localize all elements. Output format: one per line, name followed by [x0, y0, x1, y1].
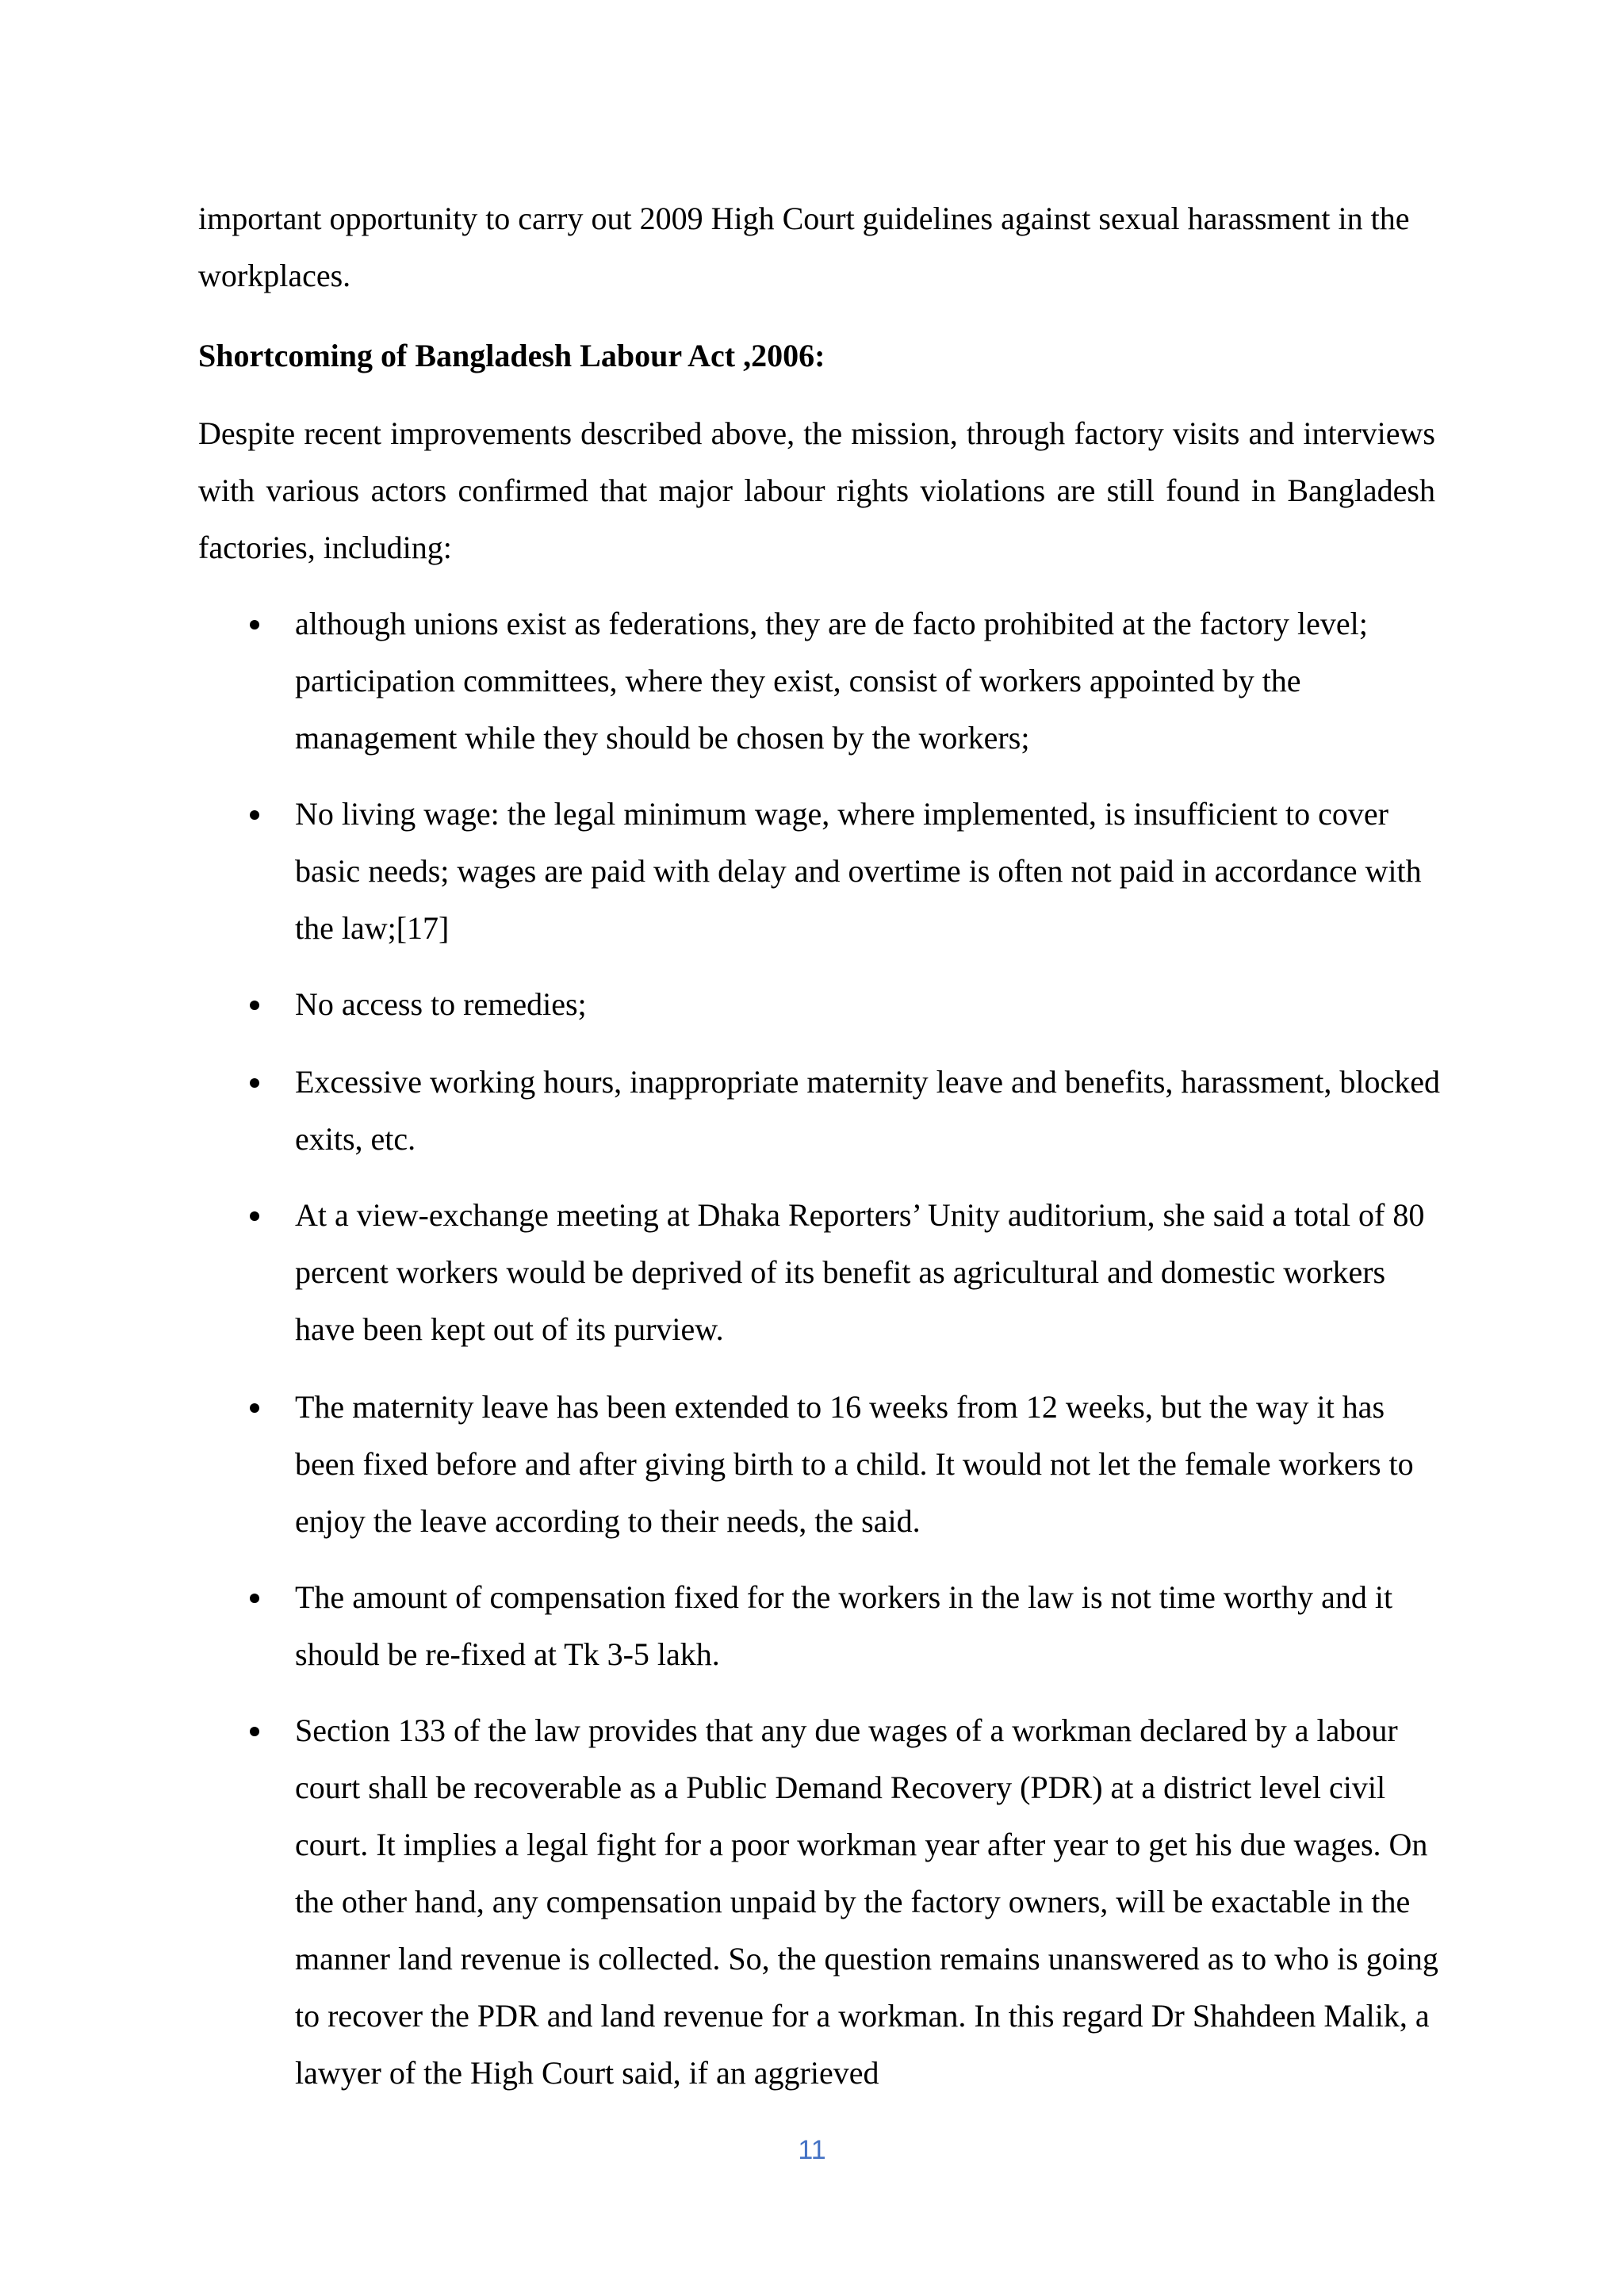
- bullet-icon: [250, 1001, 259, 1010]
- list-item-text: Excessive working hours, inappropriate maternity leave and benefits, harassment, blocked exits, etc.: [295, 1064, 1440, 1157]
- bullet-icon: [250, 1727, 259, 1736]
- list-item: [295, 976, 1445, 1033]
- page-number: 11: [798, 2135, 826, 2165]
- section-heading: Shortcoming of Bangladesh Labour Act ,2006:: [198, 338, 825, 373]
- list-item-text: Section 133 of the law provides that any due wages of a workman declared by a labour court shall be recoverable as a Public Demand Recovery (PDR) at a district level civil court. It implies a legal fight for a poor workman year after year to get his due wages. On the other hand, any compensation unpaid by the factory owners, will be exactable in the manner land revenue is collected. So, the question remains unanswered as to who is going to recover the PDR and land revenue for a workman. In this regard Dr Shahdeen Malik, a lawyer of the High Court said, if an aggrieved: [295, 1712, 1438, 2091]
- list-item-text: No living wage: the legal minimum wage, where implemented, is insufficient to cover basic needs; wages are paid with delay and overtime is often not paid in accordance with the law;[17]: [295, 796, 1422, 946]
- list-item: [295, 786, 1445, 957]
- bullet-icon: [250, 620, 259, 629]
- intro-paragraph: Despite recent improvements described above, the mission, through factory visits and interviews with various actors confirmed that major labour rights violations are still found in Bangladesh factories, including:: [198, 415, 1435, 565]
- list-item: [295, 1187, 1445, 1358]
- list-item-text: No access to remedies;: [295, 986, 587, 1022]
- list-item: [295, 1702, 1445, 2102]
- bullet-icon: [250, 1403, 259, 1413]
- list-item-text: although unions exist as federations, they are de facto prohibited at the factory level; participation committees, where they exist, consist of workers appointed by the management while they should be chosen by the workers;: [295, 606, 1368, 756]
- bullet-icon: [250, 810, 259, 820]
- bullet-icon: [250, 1211, 259, 1221]
- list-item: [295, 1569, 1445, 1683]
- list-item-text: At a view-exchange meeting at Dhaka Reporters’ Unity auditorium, she said a total of 80 percent workers would be deprived of its benefit as agricultural and domestic workers have been kept out of its purview.: [295, 1197, 1425, 1347]
- list-item: [295, 595, 1445, 767]
- list-item: [295, 1379, 1445, 1550]
- list-item: [295, 1054, 1445, 1168]
- continuation-paragraph: important opportunity to carry out 2009 High Court guidelines against sexual harassment in the workplaces.: [198, 201, 1410, 293]
- bullet-icon: [250, 1078, 259, 1088]
- list-item-text: The amount of compensation fixed for the workers in the law is not time worthy and it should be re-fixed at Tk 3-5 lakh.: [295, 1579, 1393, 1672]
- list-item-text: The maternity leave has been extended to 16 weeks from 12 weeks, but the way it has been fixed before and after giving birth to a child. It would not let the female workers to enjoy the leave according to their needs, the said.: [295, 1389, 1414, 1539]
- bullet-icon: [250, 1594, 259, 1603]
